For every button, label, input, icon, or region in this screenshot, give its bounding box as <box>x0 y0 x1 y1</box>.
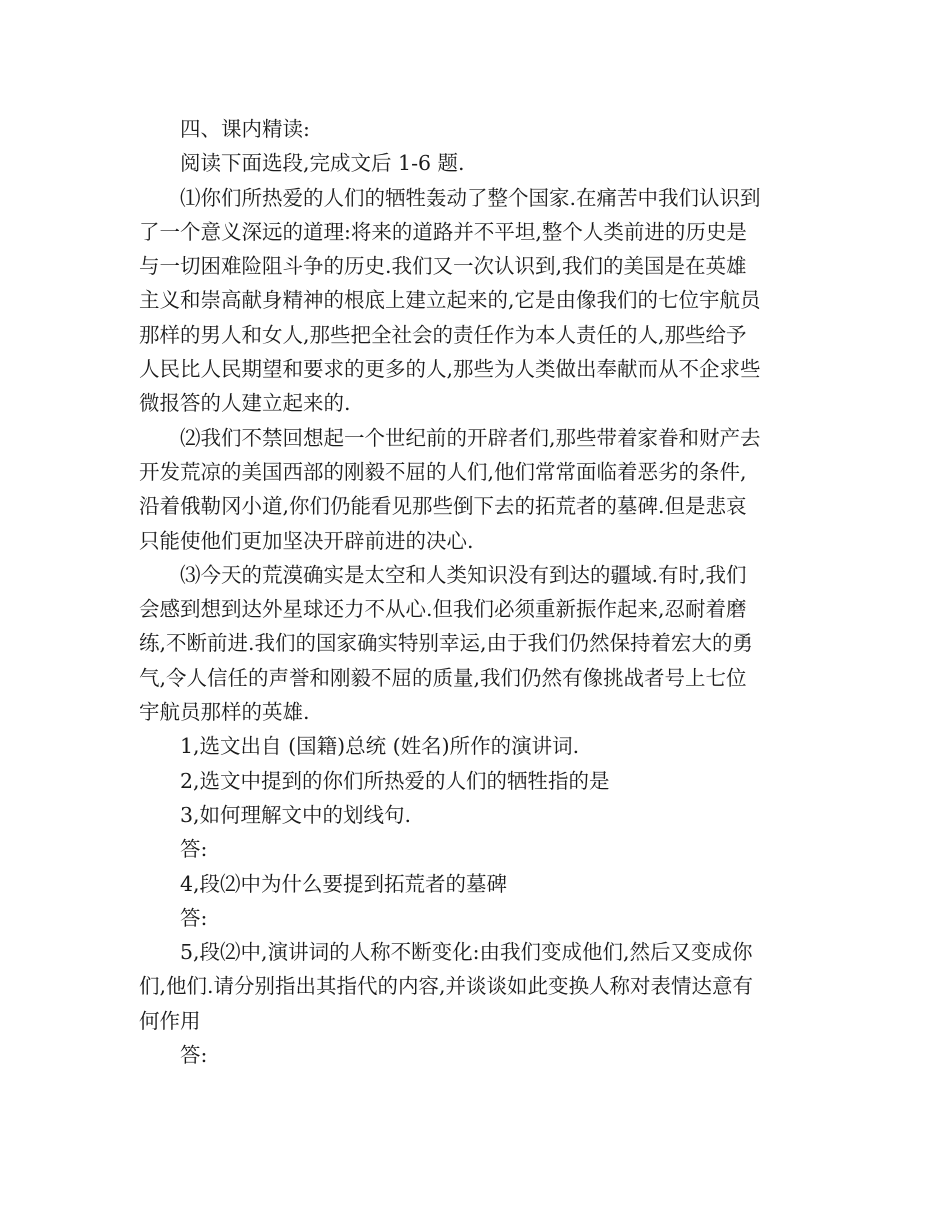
paragraph-line: 会感到想到达外星球还力不从心.但我们必须重新振作起来,忍耐着磨 <box>139 597 747 622</box>
paragraph-line: ⑵我们不禁回想起一个世纪前的开辟者们,那些带着家眷和财产去 <box>180 425 761 450</box>
paragraph-line: 只能使他们更加坚决开辟前进的决心. <box>139 528 474 553</box>
section-heading: 四、课内精读: <box>180 117 310 141</box>
passage-paragraph-1 <box>139 181 815 421</box>
answer-5 <box>139 1038 815 1072</box>
question-5 <box>139 935 815 1038</box>
question-1 <box>139 729 815 763</box>
question-line: 3,如何理解文中的划线句. <box>180 802 412 827</box>
paragraph-line: 那样的男人和女人,那些把全社会的责任作为本人责任的人,那些给予 <box>139 322 747 347</box>
paragraph-line: ⑴你们所热爱的人们的牺牲轰动了整个国家.在痛苦中我们认识到 <box>180 185 761 210</box>
paragraph-line: 与一切困难险阻斗争的历史.我们又一次认识到,我们的美国是在英雄 <box>139 254 747 279</box>
question-2 <box>139 764 815 798</box>
answer-label: 答: <box>180 837 208 862</box>
paragraph-line: 主义和崇高献身精神的根底上建立起来的,它是由像我们的七位宇航员 <box>139 288 761 313</box>
answer-label: 答: <box>180 1043 208 1068</box>
passage-paragraph-3 <box>139 558 815 729</box>
paragraph-line: 开发荒凉的美国西部的刚毅不屈的人们,他们常常面临着恶劣的条件, <box>139 459 747 484</box>
answer-4 <box>139 901 815 935</box>
question-3 <box>139 798 815 832</box>
paragraph-line: ⑶今天的荒漠确实是太空和人类知识没有到达的疆域.有时,我们 <box>180 562 747 587</box>
passage-paragraph-2 <box>139 421 815 558</box>
question-line: 2,选文中提到的你们所热爱的人们的牺牲指的是 <box>180 768 610 793</box>
paragraph-line: 沿着俄勒冈小道,你们仍能看见那些倒下去的拓荒者的墓碑.但是悲哀 <box>139 494 747 519</box>
paragraph-line: 练,不断前进.我们的国家确实特别幸运,由于我们仍然保持着宏大的勇 <box>139 631 754 656</box>
paragraph-line: 人民比人民期望和要求的更多的人,那些为人类做出奉献而从不企求些 <box>139 357 761 382</box>
paragraph-line: 气,令人信任的声誉和刚毅不屈的质量,我们仍然有像挑战者号上七位 <box>139 665 747 690</box>
paragraph-line: 宇航员那样的英雄. <box>139 700 310 725</box>
document-page <box>139 112 815 1072</box>
question-line: 何作用 <box>139 1008 201 1033</box>
question-line: 4,段⑵中为什么要提到拓荒者的墓碑 <box>180 871 508 896</box>
paragraph-line: 微报答的人建立起来的. <box>139 391 351 416</box>
instruction-text: 阅读下面选段,完成文后 1-6 题. <box>180 151 465 176</box>
answer-label: 答: <box>180 905 208 930</box>
question-line: 5,段⑵中,演讲词的人称不断变化:由我们变成他们,然后又变成你 <box>180 940 753 965</box>
question-line: 1,选文出自 (国籍)总统 (姓名)所作的演讲词. <box>180 734 580 759</box>
question-4 <box>139 867 815 901</box>
paragraph-line: 了一个意义深远的道理:将来的道路并不平坦,整个人类前进的历史是 <box>139 219 747 244</box>
question-line: 们,他们.请分别指出其指代的内容,并谈谈如此变换人称对表情达意有 <box>139 974 754 999</box>
answer-3 <box>139 832 815 866</box>
